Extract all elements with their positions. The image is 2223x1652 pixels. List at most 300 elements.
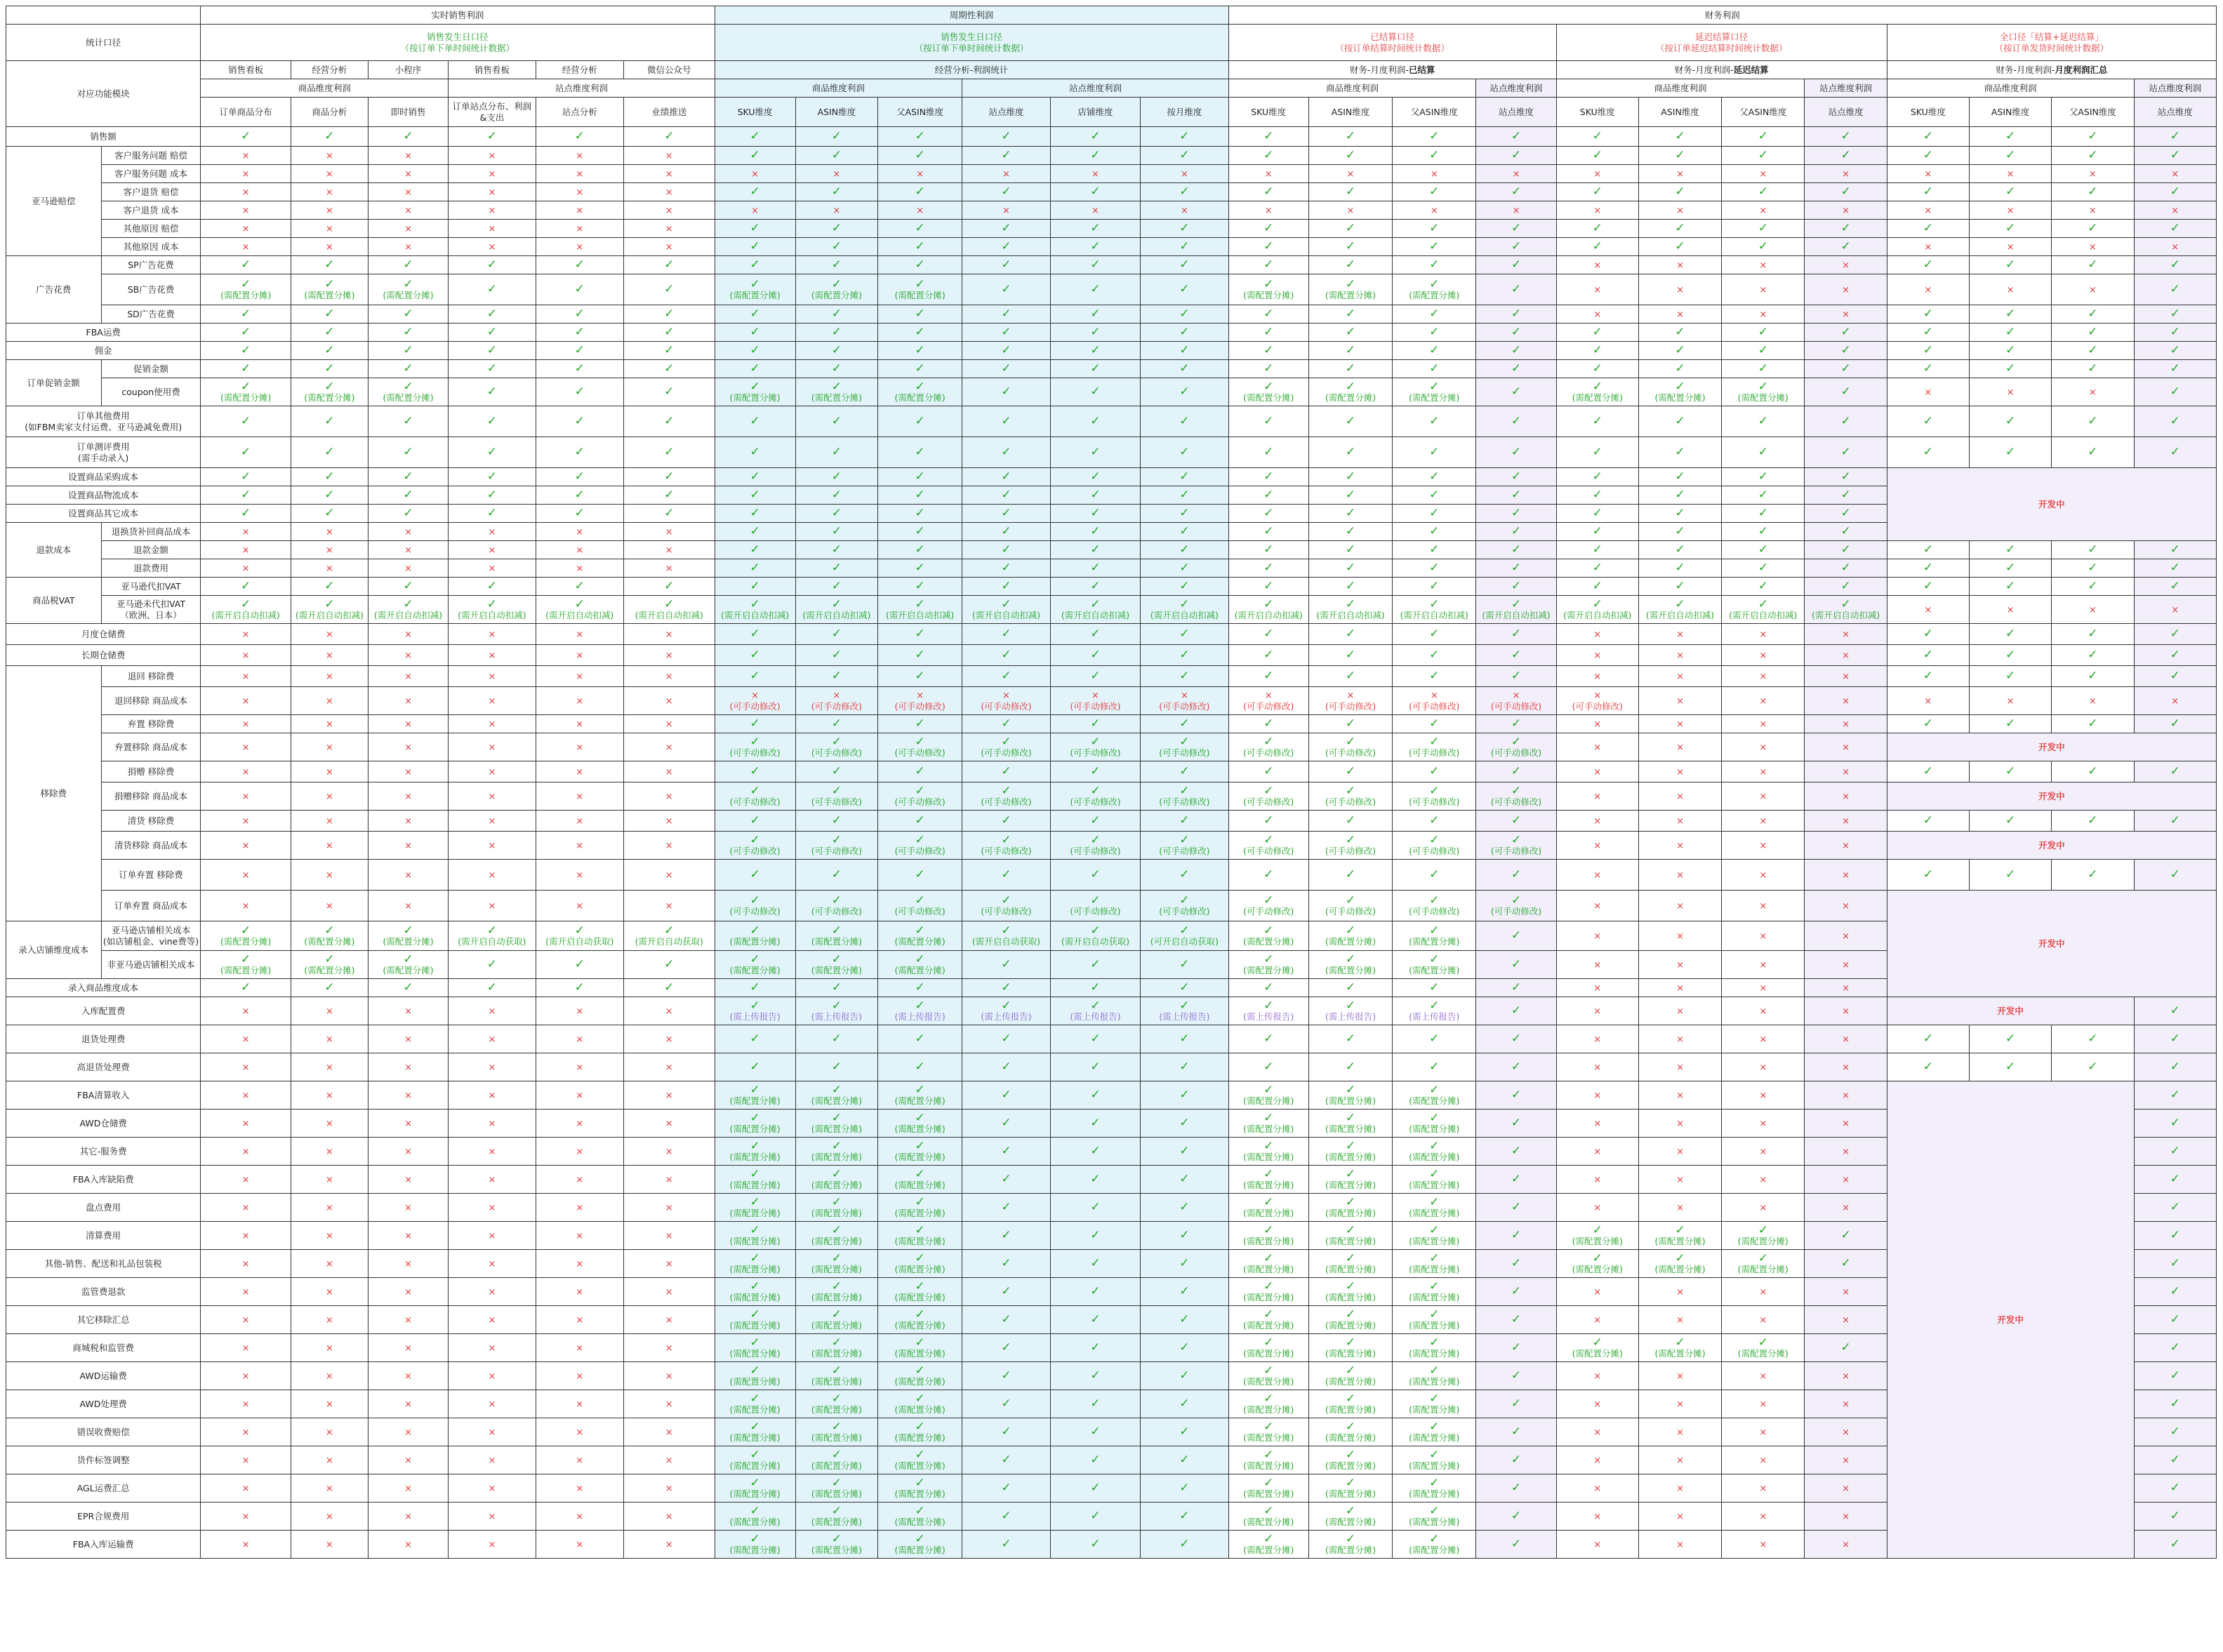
caliber-delayed bbox=[1556, 25, 1887, 61]
cross-icon: × bbox=[1676, 1034, 1684, 1045]
support-cell bbox=[1393, 165, 1476, 183]
support-cell bbox=[368, 860, 448, 891]
check-icon: ✓ bbox=[1263, 1307, 1274, 1321]
support-cell bbox=[1722, 486, 1805, 505]
check-icon: ✓ bbox=[915, 506, 925, 520]
check-icon: ✓ bbox=[1001, 385, 1011, 399]
support-cell bbox=[877, 1446, 962, 1474]
check-icon: ✓ bbox=[1429, 952, 1440, 966]
dev-text: 开发中 bbox=[2038, 938, 2065, 949]
support-cell bbox=[368, 921, 448, 951]
check-icon: ✓ bbox=[2170, 648, 2180, 662]
support-cell bbox=[1805, 1250, 1887, 1278]
support-cell bbox=[449, 645, 536, 666]
support-cell bbox=[536, 437, 623, 468]
cross-icon: × bbox=[488, 1427, 496, 1438]
support-cell bbox=[1476, 1418, 1556, 1446]
check-icon: ✓ bbox=[1263, 597, 1274, 611]
support-cell bbox=[1393, 127, 1476, 147]
note-text: (需上传报告) bbox=[1243, 1011, 1294, 1022]
check-icon: ✓ bbox=[750, 648, 760, 662]
check-icon: ✓ bbox=[2005, 579, 2016, 593]
support-cell bbox=[449, 715, 536, 733]
check-icon: ✓ bbox=[2088, 185, 2098, 199]
check-icon: ✓ bbox=[2170, 385, 2180, 399]
support-cell bbox=[1887, 1025, 1969, 1053]
support-cell bbox=[201, 811, 291, 832]
support-cell bbox=[1722, 201, 1805, 220]
check-icon: ✓ bbox=[1758, 185, 1768, 199]
support-cell bbox=[449, 951, 536, 979]
support-cell bbox=[1556, 666, 1638, 687]
check-icon: ✓ bbox=[240, 361, 251, 375]
note-text: (需配置分摊) bbox=[1325, 1544, 1376, 1555]
check-icon: ✓ bbox=[1511, 1312, 1522, 1326]
support-cell bbox=[1476, 505, 1556, 523]
check-icon: ✓ bbox=[1511, 524, 1522, 538]
support-cell bbox=[1308, 1025, 1392, 1053]
cross-icon: × bbox=[665, 1118, 673, 1129]
support-cell bbox=[1308, 256, 1392, 274]
cross-icon: × bbox=[1593, 1006, 1602, 1017]
support-cell bbox=[1393, 666, 1476, 687]
check-icon: ✓ bbox=[1345, 1531, 1356, 1546]
check-icon: ✓ bbox=[1840, 185, 1851, 199]
check-icon: ✓ bbox=[1592, 325, 1602, 339]
check-icon: ✓ bbox=[831, 1138, 842, 1153]
cross-icon: × bbox=[1759, 1062, 1767, 1073]
check-icon: ✓ bbox=[1090, 1312, 1101, 1326]
row-category bbox=[6, 578, 102, 624]
cross-icon: × bbox=[2088, 604, 2097, 615]
support-cell bbox=[1887, 437, 1969, 468]
support-cell bbox=[715, 1390, 795, 1418]
support-cell bbox=[1141, 541, 1228, 559]
check-icon: ✓ bbox=[1001, 148, 1011, 162]
cross-icon: × bbox=[241, 1399, 250, 1410]
support-cell bbox=[2134, 437, 2216, 468]
support-cell bbox=[1141, 733, 1228, 761]
support-cell bbox=[201, 360, 291, 378]
support-cell bbox=[1050, 733, 1140, 761]
cross-icon: × bbox=[404, 150, 412, 161]
support-cell bbox=[877, 324, 962, 342]
check-icon: ✓ bbox=[2170, 129, 2180, 143]
check-icon: ✓ bbox=[1345, 764, 1356, 778]
support-cell bbox=[2052, 666, 2134, 687]
support-cell bbox=[291, 979, 368, 997]
check-icon: ✓ bbox=[1511, 561, 1522, 575]
cross-icon: × bbox=[404, 545, 412, 556]
support-cell bbox=[201, 305, 291, 324]
check-icon: ✓ bbox=[831, 893, 842, 907]
support-cell bbox=[877, 979, 962, 997]
support-cell bbox=[877, 486, 962, 505]
check-icon: ✓ bbox=[240, 379, 251, 394]
support-cell bbox=[1476, 891, 1556, 921]
note-text: (需上传报告) bbox=[1159, 1011, 1210, 1022]
dimension-header bbox=[2134, 98, 2216, 127]
check-icon: ✓ bbox=[1263, 1363, 1274, 1378]
support-cell bbox=[1556, 1194, 1638, 1222]
row-subcategory bbox=[101, 733, 201, 761]
support-cell bbox=[1050, 147, 1140, 165]
dimension-text: 业绩推送 bbox=[651, 106, 687, 117]
section-text: 站点维度利润 bbox=[1489, 82, 1543, 93]
support-cell bbox=[449, 378, 536, 406]
cross-icon: × bbox=[404, 650, 412, 661]
note-text: (需配置分摊) bbox=[1243, 964, 1294, 975]
support-cell bbox=[201, 238, 291, 256]
support-cell bbox=[368, 305, 448, 324]
note-text: (需配置分摊) bbox=[1243, 1347, 1294, 1359]
support-cell bbox=[1228, 505, 1308, 523]
support-cell bbox=[962, 220, 1050, 238]
cross-icon: × bbox=[325, 1286, 333, 1298]
check-icon: ✓ bbox=[1090, 867, 1101, 881]
support-cell bbox=[1228, 305, 1308, 324]
section-prod bbox=[201, 79, 449, 98]
support-cell bbox=[1722, 1222, 1805, 1250]
support-cell bbox=[962, 578, 1050, 596]
check-icon: ✓ bbox=[1675, 239, 1685, 253]
cross-icon: × bbox=[916, 691, 924, 701]
note-text: (需开启自动获取) bbox=[1061, 935, 1130, 947]
check-icon: ✓ bbox=[831, 414, 842, 428]
dimension-header bbox=[623, 98, 715, 127]
support-cell bbox=[1308, 165, 1392, 183]
check-icon: ✓ bbox=[831, 506, 842, 520]
cross-icon: × bbox=[404, 719, 412, 730]
support-cell bbox=[1805, 1531, 1887, 1559]
support-cell bbox=[795, 220, 877, 238]
support-cell bbox=[1722, 324, 1805, 342]
cross-icon: × bbox=[665, 791, 673, 802]
cross-icon: × bbox=[1512, 168, 1520, 180]
support-cell bbox=[877, 127, 962, 147]
note-text: (可手动修改) bbox=[1159, 747, 1210, 758]
cross-icon: × bbox=[832, 691, 841, 701]
support-cell bbox=[962, 1278, 1050, 1306]
support-cell bbox=[1050, 1362, 1140, 1390]
cross-icon: × bbox=[665, 695, 673, 707]
row-category bbox=[6, 505, 201, 523]
support-cell bbox=[795, 782, 877, 811]
cross-icon: × bbox=[1759, 840, 1767, 851]
support-cell bbox=[1308, 342, 1392, 360]
cross-icon: × bbox=[488, 563, 496, 574]
support-cell bbox=[2052, 378, 2134, 406]
note-text: (需配置分摊) bbox=[894, 1179, 945, 1190]
cross-icon: × bbox=[665, 1343, 673, 1354]
support-cell bbox=[1141, 127, 1228, 147]
check-icon: ✓ bbox=[2170, 1537, 2180, 1551]
support-cell bbox=[1722, 1138, 1805, 1166]
support-cell bbox=[2134, 220, 2216, 238]
check-icon: ✓ bbox=[1090, 1453, 1101, 1467]
support-cell bbox=[1393, 624, 1476, 645]
support-cell bbox=[201, 127, 291, 147]
check-icon: ✓ bbox=[1179, 385, 1190, 399]
check-icon: ✓ bbox=[831, 923, 842, 938]
check-icon: ✓ bbox=[1179, 813, 1190, 827]
support-cell bbox=[536, 1025, 623, 1053]
check-icon: ✓ bbox=[664, 488, 675, 502]
support-cell bbox=[291, 360, 368, 378]
check-icon: ✓ bbox=[1840, 542, 1851, 557]
note-text: (需配置分摊) bbox=[1243, 1235, 1294, 1246]
dimension-header bbox=[1638, 98, 1721, 127]
support-cell bbox=[449, 256, 536, 274]
cross-icon: × bbox=[1676, 815, 1684, 827]
check-icon: ✓ bbox=[1001, 1340, 1011, 1354]
check-icon: ✓ bbox=[1840, 343, 1851, 357]
category-text: 设置商品采购成本 bbox=[68, 471, 139, 482]
check-icon: ✓ bbox=[1090, 783, 1101, 798]
note-text: (需配置分摊) bbox=[1325, 1488, 1376, 1499]
dimension-text: 父ASIN维度 bbox=[1410, 106, 1458, 117]
cross-icon: × bbox=[1842, 650, 1850, 661]
note-text: (需配置分摊) bbox=[894, 1544, 945, 1555]
note-text: (需配置分摊) bbox=[1243, 1207, 1294, 1218]
cross-icon: × bbox=[2088, 241, 2097, 253]
support-cell bbox=[715, 921, 795, 951]
support-cell bbox=[1476, 1138, 1556, 1166]
check-icon: ✓ bbox=[1758, 148, 1768, 162]
support-cell bbox=[368, 1194, 448, 1222]
check-icon: ✓ bbox=[1592, 488, 1602, 502]
cross-icon: × bbox=[1759, 284, 1767, 295]
check-icon: ✓ bbox=[403, 923, 413, 938]
support-cell bbox=[536, 201, 623, 220]
support-cell bbox=[1556, 1053, 1638, 1081]
check-icon: ✓ bbox=[1840, 1256, 1851, 1270]
cross-icon: × bbox=[665, 1314, 673, 1326]
check-icon: ✓ bbox=[750, 361, 760, 375]
support-cell bbox=[1722, 256, 1805, 274]
cross-icon: × bbox=[1593, 205, 1602, 216]
cross-icon: × bbox=[1593, 766, 1602, 778]
support-cell bbox=[1393, 1474, 1476, 1503]
support-cell bbox=[1050, 378, 1140, 406]
support-cell bbox=[962, 645, 1050, 666]
support-cell bbox=[962, 997, 1050, 1025]
cross-icon: × bbox=[325, 629, 333, 640]
cross-icon: × bbox=[1842, 840, 1850, 851]
support-cell bbox=[201, 1025, 291, 1053]
support-cell bbox=[1722, 1503, 1805, 1531]
check-icon: ✓ bbox=[2005, 648, 2016, 662]
module-text: 经营分析 bbox=[312, 64, 347, 75]
cross-icon: × bbox=[1842, 1455, 1850, 1466]
cross-icon: × bbox=[1593, 742, 1602, 753]
check-icon: ✓ bbox=[1345, 867, 1356, 881]
note-text: (需配置分摊) bbox=[729, 1375, 781, 1387]
note-text: (需配置分摊) bbox=[1243, 1319, 1294, 1331]
check-icon: ✓ bbox=[1263, 627, 1274, 641]
note-text: (需配置分摊) bbox=[1654, 1347, 1706, 1359]
check-icon: ✓ bbox=[1923, 343, 1933, 357]
note-text: (需配置分摊) bbox=[304, 964, 355, 975]
support-cell bbox=[962, 860, 1050, 891]
cross-icon: × bbox=[404, 1090, 412, 1101]
support-cell bbox=[449, 127, 536, 147]
check-icon: ✓ bbox=[915, 1335, 925, 1350]
support-cell bbox=[1638, 951, 1721, 979]
check-icon: ✓ bbox=[750, 1032, 760, 1046]
cross-icon: × bbox=[1676, 766, 1684, 778]
row-category bbox=[6, 468, 201, 486]
support-cell bbox=[536, 666, 623, 687]
cross-icon: × bbox=[1676, 1090, 1684, 1101]
support-cell bbox=[1050, 832, 1140, 860]
support-cell bbox=[1308, 1503, 1392, 1531]
check-icon: ✓ bbox=[574, 469, 585, 484]
check-icon: ✓ bbox=[574, 385, 585, 399]
support-cell bbox=[1887, 596, 1969, 624]
support-cell bbox=[449, 201, 536, 220]
support-cell bbox=[1805, 342, 1887, 360]
support-cell bbox=[1556, 1250, 1638, 1278]
support-cell bbox=[201, 342, 291, 360]
support-cell bbox=[962, 324, 1050, 342]
support-cell bbox=[449, 921, 536, 951]
support-cell bbox=[1228, 1446, 1308, 1474]
support-cell bbox=[1050, 541, 1140, 559]
support-cell bbox=[536, 761, 623, 782]
support-cell bbox=[715, 183, 795, 201]
support-cell bbox=[1228, 951, 1308, 979]
section-text: 商品维度利润 bbox=[1326, 82, 1379, 93]
check-icon: ✓ bbox=[1090, 1368, 1101, 1383]
support-cell bbox=[795, 860, 877, 891]
note-text: (可手动修改) bbox=[1325, 796, 1376, 807]
row-category bbox=[6, 342, 201, 360]
support-cell bbox=[201, 1531, 291, 1559]
support-cell bbox=[962, 274, 1050, 305]
cross-icon: × bbox=[665, 1090, 673, 1101]
cross-icon: × bbox=[1759, 1090, 1767, 1101]
check-icon: ✓ bbox=[1511, 648, 1522, 662]
support-cell bbox=[1969, 165, 2051, 183]
support-cell bbox=[201, 1138, 291, 1166]
caliber-text: （按订单下单时间统计数据） bbox=[400, 42, 515, 53]
note-text: (需配置分摊) bbox=[1409, 1488, 1460, 1499]
support-cell bbox=[368, 437, 448, 468]
check-icon: ✓ bbox=[1429, 648, 1440, 662]
cross-icon: × bbox=[241, 1006, 250, 1017]
row-subcategory bbox=[101, 360, 201, 378]
check-icon: ✓ bbox=[1345, 579, 1356, 593]
support-cell bbox=[715, 811, 795, 832]
cross-icon: × bbox=[665, 205, 673, 216]
support-cell bbox=[1638, 559, 1721, 578]
support-cell bbox=[1476, 979, 1556, 997]
support-cell bbox=[623, 324, 715, 342]
check-icon: ✓ bbox=[750, 185, 760, 199]
check-icon: ✓ bbox=[1429, 764, 1440, 778]
support-cell bbox=[1141, 832, 1228, 860]
cross-icon: × bbox=[576, 900, 584, 912]
section-text: 站点维度利润 bbox=[1819, 82, 1873, 93]
row-category bbox=[6, 1053, 201, 1081]
check-icon: ✓ bbox=[1345, 1032, 1356, 1046]
cross-icon: × bbox=[488, 150, 496, 161]
check-icon: ✓ bbox=[1511, 1284, 1522, 1298]
check-icon: ✓ bbox=[486, 980, 497, 994]
check-icon: ✓ bbox=[403, 258, 413, 272]
support-cell bbox=[291, 541, 368, 559]
support-cell bbox=[1556, 406, 1638, 437]
support-cell bbox=[962, 201, 1050, 220]
support-cell bbox=[1638, 378, 1721, 406]
support-cell bbox=[1638, 921, 1721, 951]
support-cell bbox=[1805, 891, 1887, 921]
row-subcategory bbox=[101, 183, 201, 201]
support-cell bbox=[201, 1110, 291, 1138]
support-cell bbox=[715, 406, 795, 437]
note-text: (需配置分摊) bbox=[1325, 964, 1376, 975]
check-icon: ✓ bbox=[240, 506, 251, 520]
support-cell bbox=[1228, 1250, 1308, 1278]
note-text: (需配置分摊) bbox=[811, 1235, 862, 1246]
note-text: (需配置分摊) bbox=[1737, 1235, 1789, 1246]
check-icon: ✓ bbox=[2170, 1481, 2180, 1495]
cross-icon: × bbox=[576, 1314, 584, 1326]
check-icon: ✓ bbox=[1345, 1503, 1356, 1518]
support-cell bbox=[1050, 891, 1140, 921]
note-text: (需配置分摊) bbox=[1409, 1235, 1460, 1246]
row-category bbox=[6, 1390, 201, 1418]
support-cell bbox=[877, 782, 962, 811]
cross-icon: × bbox=[488, 1371, 496, 1382]
support-cell bbox=[1556, 486, 1638, 505]
category-text: FBA入库缺陷费 bbox=[72, 1173, 134, 1185]
support-cell bbox=[1050, 687, 1140, 715]
row-category bbox=[6, 406, 201, 437]
support-cell bbox=[623, 1503, 715, 1531]
check-icon: ✓ bbox=[1840, 129, 1851, 143]
support-cell bbox=[1141, 1081, 1228, 1110]
support-cell bbox=[368, 1166, 448, 1194]
support-cell bbox=[1308, 559, 1392, 578]
support-cell bbox=[1969, 183, 2051, 201]
support-cell bbox=[1887, 559, 1969, 578]
check-icon: ✓ bbox=[1179, 258, 1190, 272]
check-icon: ✓ bbox=[1345, 648, 1356, 662]
check-icon: ✓ bbox=[664, 597, 675, 611]
support-cell bbox=[1050, 997, 1140, 1025]
support-cell bbox=[1141, 951, 1228, 979]
support-cell bbox=[1722, 624, 1805, 645]
support-cell bbox=[1556, 1503, 1638, 1531]
support-cell bbox=[623, 1222, 715, 1250]
note-text: (可手动修改) bbox=[1490, 701, 1542, 712]
cross-icon: × bbox=[665, 1202, 673, 1213]
category-text: 商品税VAT bbox=[32, 594, 75, 606]
check-icon: ✓ bbox=[1429, 669, 1440, 683]
support-cell bbox=[962, 523, 1050, 541]
check-icon: ✓ bbox=[324, 579, 335, 593]
cross-icon: × bbox=[325, 1539, 333, 1550]
cross-icon: × bbox=[1264, 691, 1273, 701]
support-cell bbox=[715, 147, 795, 165]
check-icon: ✓ bbox=[915, 469, 925, 484]
support-cell bbox=[291, 238, 368, 256]
cross-icon: × bbox=[576, 650, 584, 661]
support-cell bbox=[795, 1446, 877, 1474]
support-cell bbox=[1476, 860, 1556, 891]
